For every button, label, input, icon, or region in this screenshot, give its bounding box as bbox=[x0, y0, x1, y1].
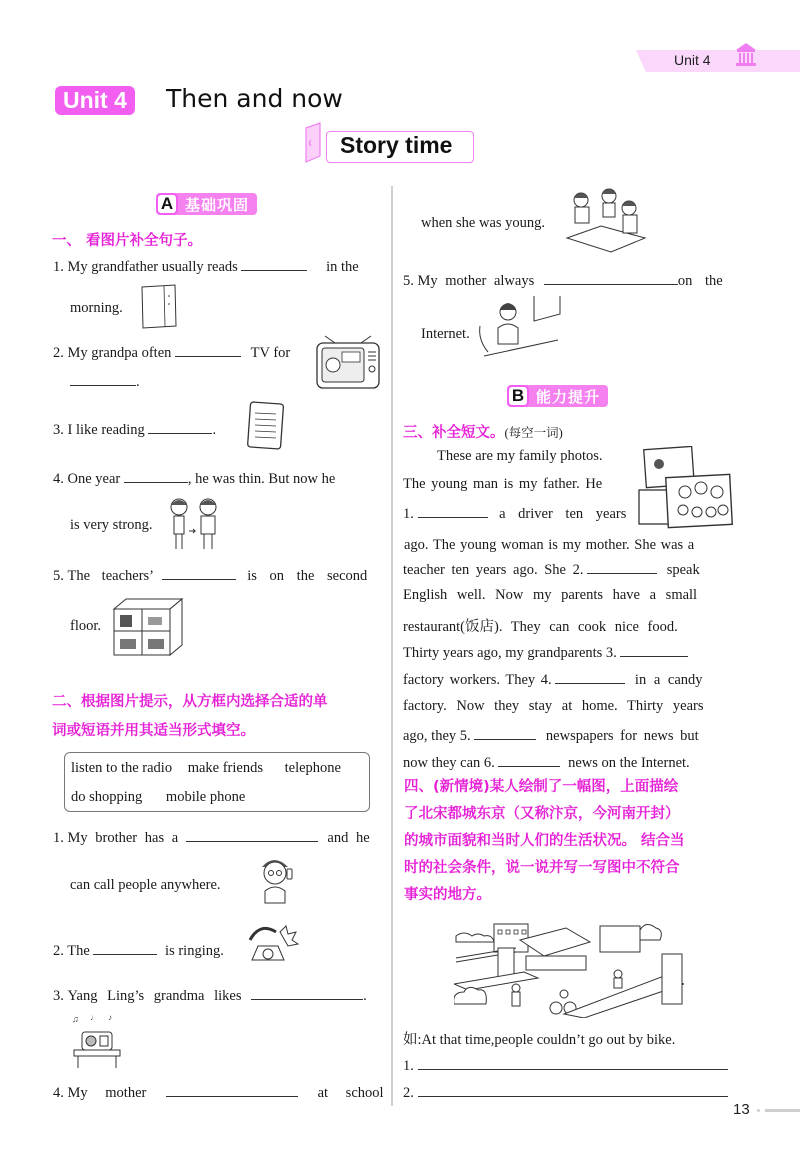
answer-blank[interactable] bbox=[175, 343, 241, 357]
passage-line: restaurant(饭店). They can cook nice food. bbox=[403, 619, 678, 635]
p2-item5-line2: Internet. bbox=[421, 326, 470, 342]
example-sentence: 如:At that time,people couldn’t go out by bike. bbox=[403, 1032, 676, 1048]
p2-item3: 3. Yang Ling’s grandma likes . bbox=[53, 988, 367, 1004]
passage-line-blank5: ago, they 5. newspapers for news but bbox=[403, 728, 699, 744]
passage-line: ago. The young woman is my mother. She was a bbox=[404, 537, 695, 553]
answer-blank[interactable] bbox=[251, 986, 363, 1000]
word-bank-row2: do shopping mobile phone bbox=[71, 789, 246, 805]
answer-blank[interactable] bbox=[166, 1083, 298, 1097]
p1-item5-line2: floor. bbox=[70, 618, 102, 634]
answer-blank[interactable] bbox=[148, 420, 212, 434]
p1-item5-line1: 5. The teachers’ is on the second bbox=[53, 568, 368, 584]
page-rule bbox=[765, 1109, 800, 1112]
part2-heading-line2: 词或短语并用其适当形式填空。 bbox=[52, 723, 255, 739]
p2-item4-line1: 4. My mother at school bbox=[53, 1085, 384, 1101]
city-scene-illustration bbox=[454, 918, 684, 1018]
answer-blank[interactable] bbox=[93, 941, 157, 955]
classroom-friends-icon bbox=[565, 186, 649, 256]
unit-tab-band bbox=[636, 50, 800, 72]
passage-line-blank4: factory workers. They 4. in a candy bbox=[403, 672, 703, 688]
answer-blank[interactable] bbox=[186, 828, 318, 842]
part4-answer-2: 2. bbox=[403, 1083, 728, 1102]
p2-item1-line1: 1. My brother has a and he bbox=[53, 830, 370, 846]
p1-item2-line1: 2. My grandpa often TV for bbox=[53, 345, 291, 361]
answer-blank-5[interactable] bbox=[474, 726, 536, 740]
answer-blank-2[interactable] bbox=[587, 560, 657, 574]
newspaper-icon bbox=[139, 284, 179, 329]
section-b-title: 能力提升 bbox=[536, 387, 601, 406]
word-bank-row1: listen to the radio make friends telephone bbox=[71, 760, 341, 776]
radio-on-table-icon bbox=[68, 1012, 124, 1070]
svg-text:♩: ♩ bbox=[90, 1013, 98, 1022]
answer-blank[interactable] bbox=[544, 271, 678, 285]
book-icon bbox=[304, 122, 326, 164]
p2-item4-line2: when she was young. bbox=[421, 215, 546, 231]
family-photos-icon bbox=[637, 446, 735, 530]
page-dot bbox=[757, 1109, 760, 1112]
passage-line: factory. Now they stay at home. Thirty years bbox=[403, 698, 704, 714]
section-a-badge bbox=[156, 193, 257, 215]
p2-item2: 2. The is ringing. bbox=[53, 943, 224, 959]
answer-blank[interactable] bbox=[162, 566, 236, 580]
page-number: 13 bbox=[733, 1101, 750, 1118]
unit-tab-label: Unit 4 bbox=[674, 52, 711, 68]
boy-mobile-phone-icon bbox=[257, 855, 297, 905]
p1-item1-line2: morning. bbox=[70, 300, 123, 316]
passage-line-blank6: now they can 6. news on the Internet. bbox=[403, 755, 690, 771]
p2-item1-line2: can call people anywhere. bbox=[70, 877, 221, 893]
p1-item4-line1: 4. One year , he was thin. But now he bbox=[53, 471, 336, 487]
answer-blank-6[interactable] bbox=[498, 753, 560, 767]
unit-badge: Unit 4 bbox=[55, 86, 135, 115]
passage-line-blank3: Thirty years ago, my grandparents 3. bbox=[403, 643, 688, 662]
svg-text:♫: ♫ bbox=[72, 1014, 79, 1024]
part4-heading: 四、(新情境)某人绘制了一幅图，上面描绘 了北宋都城东京（又称汴京，今河南开封） 的城市面貌和当时人们的生活状况。 结合当 时的社会条件，说一说并写一写图中不符合 事实的地方。 bbox=[404, 779, 685, 903]
part2-heading-line1: 二、根据图片提示，从方框内选择合适的单 bbox=[52, 694, 328, 710]
temple-icon bbox=[735, 42, 757, 68]
boys-thin-strong-icon bbox=[166, 497, 222, 552]
ebook-reader-icon bbox=[246, 401, 286, 451]
answer-blank-4[interactable] bbox=[555, 670, 625, 684]
section-a-letter: A bbox=[156, 193, 178, 215]
woman-computer-icon bbox=[478, 296, 564, 362]
answer-blank[interactable] bbox=[241, 257, 307, 271]
page-title: Then and now bbox=[166, 84, 343, 113]
part4-answer-1: 1. bbox=[403, 1056, 728, 1075]
p2-item5-line1: 5. My mother always on the bbox=[403, 273, 723, 289]
answer-blank-3[interactable] bbox=[620, 643, 688, 657]
section-b-letter: B bbox=[507, 385, 529, 407]
p1-item3: 3. I like reading . bbox=[53, 422, 217, 438]
part1-heading: 一、 看图片补全句子。 bbox=[52, 233, 203, 249]
p1-item1-line1: 1. My grandfather usually reads in the bbox=[53, 259, 359, 275]
answer-blank[interactable] bbox=[70, 372, 136, 386]
passage-line: The young man is my father. He bbox=[403, 476, 603, 492]
school-building-icon bbox=[112, 597, 184, 657]
answer-blank-1[interactable] bbox=[418, 504, 488, 518]
ringing-telephone-icon bbox=[240, 922, 300, 972]
svg-text:♪: ♪ bbox=[108, 1013, 112, 1022]
passage-line-blank1: 1. a driver ten years bbox=[403, 506, 627, 522]
section-b-badge bbox=[507, 385, 608, 407]
column-divider bbox=[391, 186, 393, 1106]
part3-heading: 三、补全短文。(每空一词) bbox=[403, 425, 563, 441]
tv-icon bbox=[315, 335, 381, 390]
passage-line-blank2: teacher ten years ago. She 2. speak bbox=[403, 562, 700, 578]
answer-blank[interactable] bbox=[124, 469, 188, 483]
passage-line: English well. Now my parents have a small bbox=[403, 587, 698, 603]
answer-line-2[interactable] bbox=[418, 1083, 728, 1097]
section-a-title: 基础巩固 bbox=[185, 195, 250, 214]
lesson-title: Story time bbox=[340, 132, 453, 158]
p1-item2-line2: . bbox=[70, 372, 140, 391]
passage-line: These are my family photos. bbox=[437, 448, 603, 464]
p1-item4-line2: is very strong. bbox=[70, 517, 153, 533]
answer-line-1[interactable] bbox=[418, 1056, 728, 1070]
